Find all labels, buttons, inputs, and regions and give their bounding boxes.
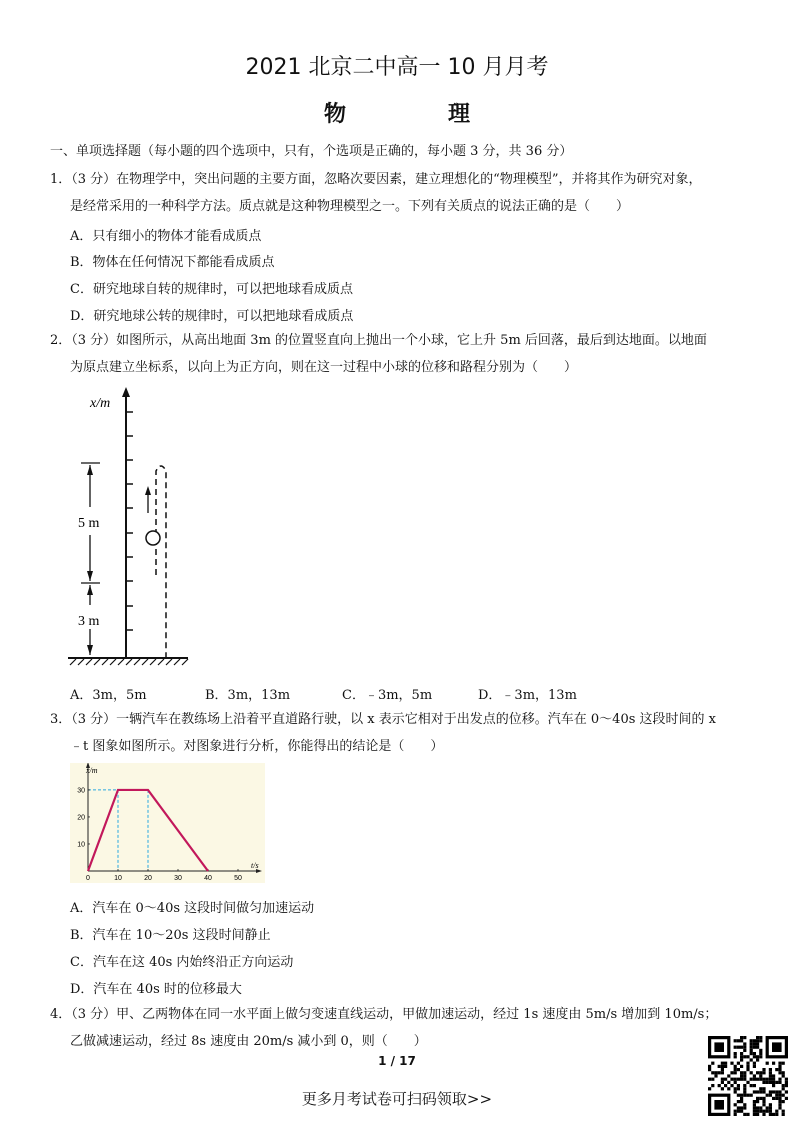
- q3-option-c: C．汽车在这 40s 内始终沿正方向运动: [70, 955, 294, 970]
- subject-title: 物 理: [323, 102, 510, 127]
- q2-line1: 2．（3 分）如图所示，从高出地面 3m 的位置竖直向上抛出一个小球，它上升 5m 后回落，最后到达地面。以地面: [50, 333, 707, 348]
- axis-ticks: [126, 412, 133, 630]
- label-3m: 3 m: [78, 614, 100, 629]
- q3-option-a: A．汽车在 0～40s 这段时间做匀加速运动: [70, 901, 315, 916]
- axis-arrow-icon: [122, 387, 130, 397]
- footer-promo: 更多月考试卷可扫码领取>>: [301, 1090, 493, 1108]
- y-tick-label: 10: [77, 841, 85, 849]
- q2-line2: 为原点建立坐标系，以向上为正方向，则在这一过程中小球的位移和路程分别为（ ）: [70, 360, 578, 375]
- q4-line1: 4．（3 分）甲、乙两物体在同一水平面上做匀变速直线运动，甲做加速运动，经过 1s 速度由 5m/s 增加到 10m/s；: [50, 1007, 718, 1022]
- x-tick-label: 40: [204, 875, 212, 882]
- q1-option-b: B．物体在任何情况下都能看成质点: [70, 255, 275, 270]
- q1-line2: 是经常采用的一种科学方法。质点就是这种物理模型之一。下列有关质点的说法正确的是（ ）: [70, 199, 630, 214]
- q2-option-b: B．3m，13m: [205, 688, 291, 703]
- qr-code-icon[interactable]: [708, 1036, 788, 1116]
- x-tick-label: 10: [114, 875, 122, 882]
- q3-line2: ﹣t 图象如图所示。对图象进行分析，你能得出的结论是（ ）: [70, 739, 444, 754]
- y-axis-label: x/m: [86, 766, 98, 775]
- q3-option-b: B．汽车在 10～20s 这段时间静止: [70, 928, 271, 943]
- ground-hatching: [70, 659, 188, 665]
- trajectory-path: [156, 466, 166, 657]
- q3-line1: 3．（3 分）一辆汽车在教练场上沿着平直道路行驶，以 x 表示它相对于出发点的位移。汽车在 0～40s 这段时间的 x: [50, 712, 716, 727]
- page-number: 1 / 17: [378, 1054, 416, 1068]
- q2-option-d: D．﹣3m，13m: [478, 688, 577, 703]
- ball-icon: [146, 531, 160, 545]
- q2-option-a: A．3m，5m: [70, 688, 147, 703]
- q1-line1: 1．（3 分）在物理学中，突出问题的主要方面，忽略次要因素，建立理想化的“物理模型”，并将其作为研究对象，: [50, 172, 702, 187]
- page-title: 2021 北京二中高一 10 月月考: [245, 55, 549, 80]
- y-tick-label: 20: [77, 814, 85, 822]
- x-axis-label: t/s: [251, 861, 259, 870]
- q2-option-c: C．﹣3m，5m: [342, 688, 433, 703]
- q1-option-d: D．研究地球公转的规律时，可以把地球看成质点: [70, 309, 354, 324]
- label-5m: 5 m: [78, 516, 100, 531]
- q1-option-c: C．研究地球自转的规律时，可以把地球看成质点: [70, 282, 353, 297]
- x-tick-label: 50: [234, 875, 242, 882]
- chart-background: [70, 763, 265, 883]
- y-tick-label: 30: [77, 787, 85, 795]
- q1-option-a: A．只有细小的物体才能看成质点: [70, 229, 262, 244]
- x-tick-label: 30: [174, 875, 182, 882]
- section-heading: 一、单项选择题（每小题的四个选项中，只有，个选项是正确的，每小题 3 分，共 36 分）: [50, 144, 573, 159]
- q4-line2: 乙做减速运动，经过 8s 速度由 20m/s 减小到 0，则（ ）: [70, 1034, 427, 1049]
- axis-label: x/m: [90, 396, 111, 411]
- x-tick-label: 0: [86, 875, 90, 882]
- q3-option-d: D．汽车在 40s 时的位移最大: [70, 982, 242, 997]
- xt-chart: [70, 763, 265, 883]
- q2-figure: [60, 385, 200, 670]
- x-tick-label: 20: [144, 875, 152, 882]
- up-arrow-icon: [145, 486, 151, 495]
